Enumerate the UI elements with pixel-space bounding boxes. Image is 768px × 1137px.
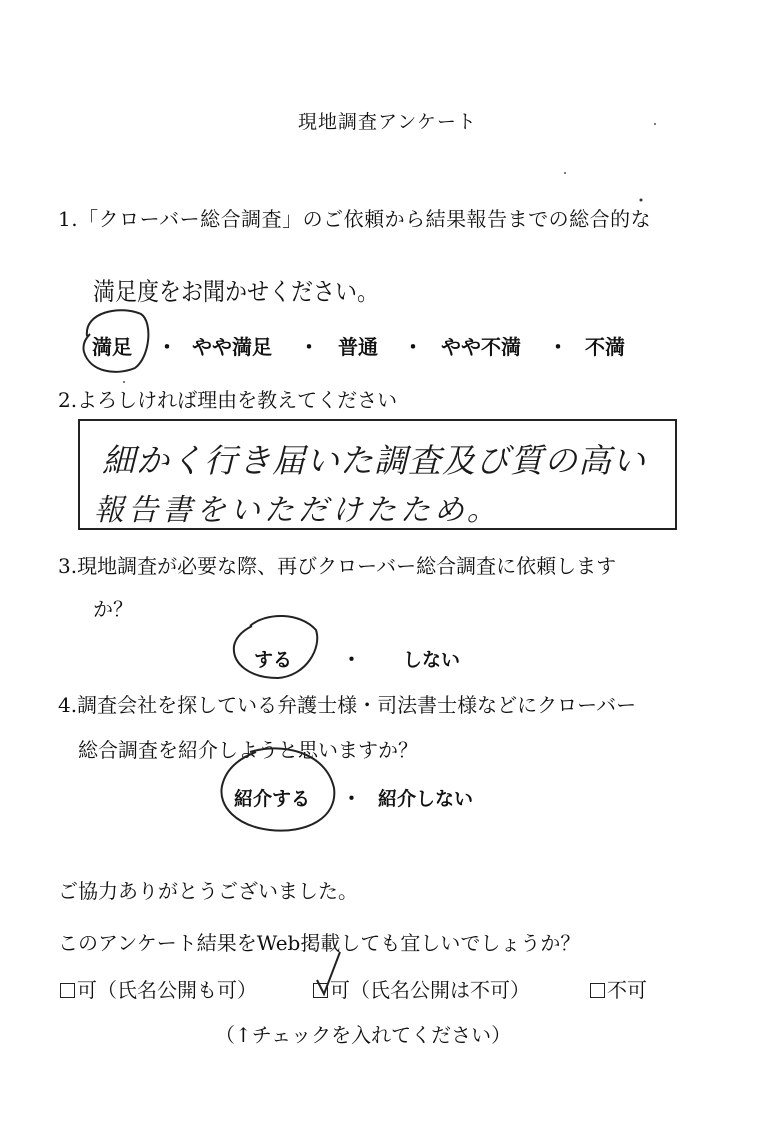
ink-speck: [640, 199, 643, 202]
q1-option-dissatisfied[interactable]: 不満: [585, 335, 625, 359]
q3-text-line2: か？: [93, 597, 133, 621]
ink-speck: [654, 123, 656, 125]
q2-text: 2.よろしければ理由を教えてください: [58, 388, 398, 412]
q3-option-yes[interactable]: する: [254, 649, 293, 671]
q4-option-no[interactable]: 紹介しない: [378, 788, 474, 810]
q3-option-no[interactable]: しない: [403, 649, 461, 671]
selection-circle-q1: [83, 310, 148, 372]
q1-text-line2: 満足度をお聞かせください。: [93, 278, 380, 307]
ink-speck: [564, 172, 566, 174]
ink-speck: [123, 381, 125, 383]
q1-separator: ・: [157, 335, 177, 359]
thanks-text: ご協力ありがとうございました。: [58, 879, 358, 903]
q2-answer-line1: 細かく行き届いた調査及び質の高い: [102, 441, 646, 480]
web-publish-question: このアンケート結果をWeb掲載しても宜しいでしょうか？: [58, 931, 581, 955]
q1-separator: ・: [403, 335, 423, 359]
q3-text-line1: 3.現地調査が必要な際、再びクローバー総合調査に依頼します: [58, 554, 617, 578]
q1-separator: ・: [299, 335, 319, 359]
q4-separator: ・: [342, 788, 362, 810]
web-option-label: 不可: [607, 978, 647, 1002]
survey-title: 現地調査アンケート: [298, 111, 477, 133]
q1-option-somewhat-dissatisfied[interactable]: やや不満: [441, 335, 521, 359]
q4-text-line2: 総合調査を紹介しようと思いますか？: [78, 738, 418, 762]
q3-separator: ・: [342, 649, 362, 671]
selection-circle-q3: [234, 616, 317, 678]
q1-text-line1: 1.「クローバー総合調査」のご依頼から結果報告までの総合的な: [58, 207, 652, 231]
selection-circle-q4: [221, 748, 334, 830]
q4-option-yes[interactable]: 紹介する: [234, 788, 311, 810]
q1-option-satisfied[interactable]: 満足: [92, 335, 132, 359]
q1-option-neutral[interactable]: 普通: [338, 335, 378, 359]
q2-answer-line2: 報告書をいただけたため。: [94, 493, 501, 528]
check-mark: [317, 952, 340, 994]
web-option-label: 可（氏名公開は不可）: [330, 978, 530, 1002]
check-instruction: （↑チェックを入れてください）: [215, 1023, 512, 1047]
q1-separator: ・: [548, 335, 568, 359]
q1-option-somewhat-satisfied[interactable]: やや満足: [192, 335, 272, 359]
q4-text-line1: 4.調査会社を探している弁護士様・司法書士様などにクローバー: [58, 693, 637, 717]
web-option-label: 可（氏名公開も可）: [77, 978, 257, 1002]
